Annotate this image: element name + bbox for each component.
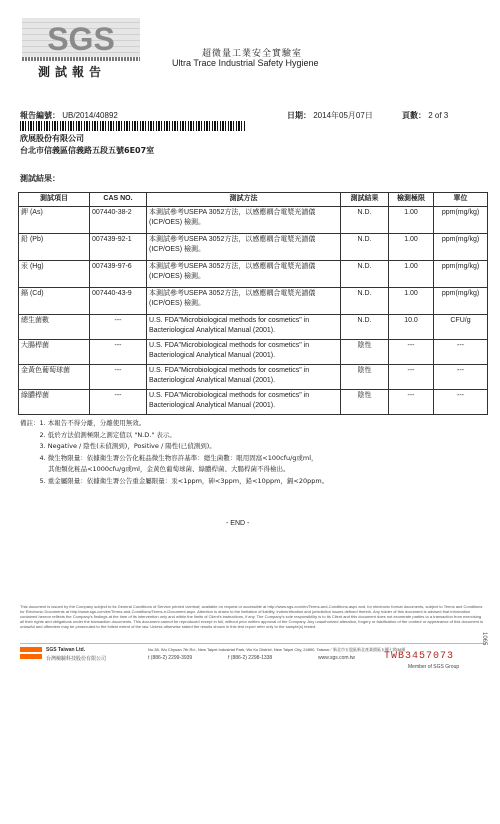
note-line: 4. 微生物限量：依據衛生署公告化粧品微生物容許基準：總生菌數：眼用固窩<100cfu/g或ml， xyxy=(20,453,318,462)
cell-cas: --- xyxy=(90,365,147,390)
cell-result: N.D. xyxy=(341,315,389,340)
report-number: 報告編號： UB/2014/40892 xyxy=(20,110,118,120)
cell-unit: ppm(mg/kg) xyxy=(434,261,488,288)
cell-item: 金黃色葡萄球菌 xyxy=(19,365,90,390)
notes xyxy=(20,418,485,487)
table-row xyxy=(19,390,488,415)
cell-method: 本測試參考USEPA 3052方法，以感應耦合電漿光譜儀(ICP/OES) 檢測。 xyxy=(147,234,341,261)
cell-result: N.D. xyxy=(341,288,389,315)
cell-limit: 1.00 xyxy=(389,207,434,234)
cell-result: 陰性 xyxy=(341,390,389,415)
cell-result: 陰性 xyxy=(341,365,389,390)
barcode xyxy=(20,121,246,131)
cell-unit: --- xyxy=(434,390,488,415)
cell-limit: --- xyxy=(389,365,434,390)
cell-item: 鎘 (Cd) xyxy=(19,288,90,315)
sgs-group-member: Member of SGS Group xyxy=(408,664,460,670)
company-fax: f (886-2) 2298-1338 xyxy=(228,655,273,661)
lab-name-cn: 超微量工業安全實驗室 xyxy=(202,49,303,59)
legal-disclaimer: This document is issued by the Company subject to its General Conditions of Service printed overleaf, available on request or accessible at http://www.sgs.com/en/Terms-and-Conditions.aspx and, for electronic format documents, subject to Terms and Conditions for Electronic Documents at http://www.sgs.com/en/Terms-and-Conditions/Terms-e-Document.aspx. Attention is drawn to the limitation of liability, indemnification and jurisdiction issues defined therein. Any holder of this document is advised that information contained hereon reflects the Company's findings at the time of its intervention only and within the limits of Client's instructions, if any. The Company's sole responsibility is to its Client and this document does not exonerate parties to a transaction from exercising all their rights and obligations under the transaction documents. This document cannot be reproduced except in full, without prior written approval of the Company. Any unauthorized alteration, forgery or falsification of the content or appearance of this document is unlawful and offenders may be prosecuted to the fullest extent of the law. Unless otherwise stated the results shown in this test report refer only to the sample(s) tested. xyxy=(20,604,484,629)
header-item: 測試項目 xyxy=(19,193,90,207)
report-date: 日期： 2014年05月07日 xyxy=(287,111,373,120)
footer-divider xyxy=(20,643,486,644)
cell-unit: --- xyxy=(434,365,488,390)
cell-limit: --- xyxy=(389,390,434,415)
client-address: 台北市信義區信義路五段五號6E07室 xyxy=(20,146,155,155)
cell-method: U.S. FDA"Microbiological methods for cosmetics" in Bacteriological Analytical Manual (2001). xyxy=(147,365,341,390)
cell-unit: ppm(mg/kg) xyxy=(434,207,488,234)
note-line: 5. 重金屬限量：依據衛生署公告重金屬限量：汞<1ppm，砷<3ppm，鉛<10ppm，鎘<20ppm。 xyxy=(20,476,329,485)
cell-item: 綠膿桿菌 xyxy=(19,390,90,415)
client-name: 欣展股份有限公司 xyxy=(20,134,84,143)
table-row xyxy=(19,261,488,288)
header-cas: CAS NO. xyxy=(90,193,147,207)
cell-unit: CFU/g xyxy=(434,315,488,340)
end-marker: - END - xyxy=(226,520,250,527)
svg-text:SGS: SGS xyxy=(47,21,115,57)
side-number: 1065 xyxy=(481,632,487,646)
table-row xyxy=(19,207,488,234)
cell-method: 本測試參考USEPA 3052方法，以感應耦合電漿光譜儀(ICP/OES) 檢測。 xyxy=(147,261,341,288)
cell-cas: --- xyxy=(90,390,147,415)
results-label: 測試結果： xyxy=(20,173,60,183)
company-phone: t (886-2) 2299-3939 xyxy=(148,655,193,661)
cell-cas: 007439-97-6 xyxy=(90,261,147,288)
cell-result: 陰性 xyxy=(341,340,389,365)
cell-method: U.S. FDA"Microbiological methods for cosmetics" in Bacteriological Analytical Manual (2001). xyxy=(147,340,341,365)
table-row xyxy=(19,234,488,261)
lab-name-en: Ultra Trace Industrial Safety Hygiene xyxy=(172,58,319,68)
company-name-en: SGS Taiwan Ltd. xyxy=(46,647,86,653)
cell-item: 大腸桿菌 xyxy=(19,340,90,365)
report-title: 測試報告 xyxy=(38,65,107,79)
note-line: 其他類化粧品<1000cfu/g或ml，金黃色葡萄球菌、綠膿桿菌、大腸桿菌不得檢出。 xyxy=(20,465,290,473)
sgs-logo xyxy=(22,18,140,58)
company-website[interactable]: www.sgs.com.tw xyxy=(318,655,355,661)
table-row xyxy=(19,365,488,390)
cell-unit: --- xyxy=(434,340,488,365)
header-limit: 檢測極限 xyxy=(389,193,434,207)
cell-limit: --- xyxy=(389,340,434,365)
cell-method: 本測試參考USEPA 3052方法，以感應耦合電漿光譜儀(ICP/OES) 檢測。 xyxy=(147,288,341,315)
note-line: 2. 低於方法偵測極限之測定值以 "N.D." 表示。 xyxy=(20,430,176,439)
note-line: 備註：1. 本報告不得分離，分離使用無效。 xyxy=(20,419,146,427)
cell-limit: 10.0 xyxy=(389,315,434,340)
cell-method: 本測試參考USEPA 3052方法，以感應耦合電漿光譜儀(ICP/OES) 檢測。 xyxy=(147,207,341,234)
company-address: No.38, Wu Chyuan 7th Rd., New Taipei Industrial Park, Wu Ku District, New Taipei City, 24890, Taiwan／新北市五股區新北產業園區五權七路38號 xyxy=(148,647,406,652)
note-line: 3. Negative / 陰性(未偵測到)，Positive / 陽性(已偵測到)。 xyxy=(20,442,216,450)
cell-limit: 1.00 xyxy=(389,234,434,261)
cell-result: N.D. xyxy=(341,261,389,288)
header-unit: 單位 xyxy=(434,193,488,207)
cell-result: N.D. xyxy=(341,207,389,234)
table-row xyxy=(19,315,488,340)
cell-result: N.D. xyxy=(341,234,389,261)
cell-cas: 007439-92-1 xyxy=(90,234,147,261)
sgs-footer-logo xyxy=(20,647,42,659)
cell-method: U.S. FDA"Microbiological methods for cosmetics" in Bacteriological Analytical Manual (2001). xyxy=(147,390,341,415)
cell-method: U.S. FDA"Microbiological methods for cosmetics" in Bacteriological Analytical Manual (2001). xyxy=(147,315,341,340)
cell-limit: 1.00 xyxy=(389,261,434,288)
cell-cas: 007440-38-2 xyxy=(90,207,147,234)
cell-cas: 007440-43-9 xyxy=(90,288,147,315)
table-row xyxy=(19,340,488,365)
logo-underline xyxy=(22,57,140,61)
cell-cas: --- xyxy=(90,315,147,340)
cell-item: 鉛 (Pb) xyxy=(19,234,90,261)
header-method: 測試方法 xyxy=(147,193,341,207)
cell-cas: --- xyxy=(90,340,147,365)
cell-limit: 1.00 xyxy=(389,288,434,315)
cell-unit: ppm(mg/kg) xyxy=(434,234,488,261)
page-number: 頁數： 2 of 3 xyxy=(402,111,449,120)
results-table xyxy=(18,192,488,415)
serial-number: TWB3457073 xyxy=(384,651,455,662)
company-name-cn: 台灣檢驗科技股份有限公司 xyxy=(46,656,107,662)
cell-item: 總生菌數 xyxy=(19,315,90,340)
header-result: 測試結果 xyxy=(341,193,389,207)
table-row xyxy=(19,288,488,315)
table-header-row xyxy=(19,193,488,207)
cell-item: 鉀 (As) xyxy=(19,207,90,234)
cell-unit: ppm(mg/kg) xyxy=(434,288,488,315)
cell-item: 汞 (Hg) xyxy=(19,261,90,288)
